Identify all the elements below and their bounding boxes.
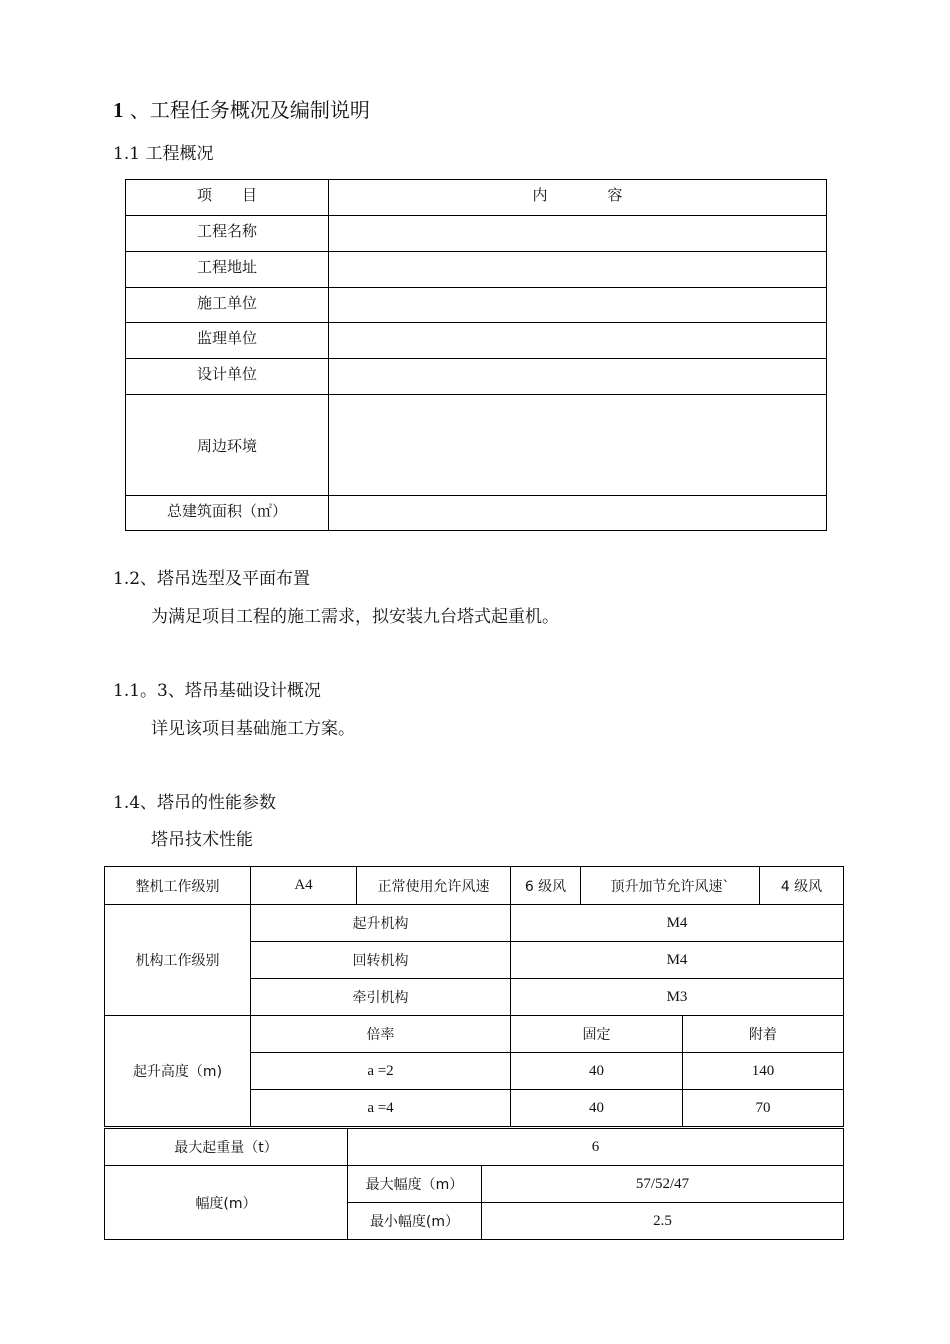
max-load-label: 最大起重量（t）	[105, 1129, 348, 1166]
attached-value: 70	[683, 1090, 844, 1127]
row-label-supervision-unit: 监理单位	[126, 323, 329, 359]
crane-load-amplitude-table	[104, 1128, 844, 1240]
row-value-supervision-unit	[329, 323, 827, 359]
row-value-project-name	[329, 216, 827, 252]
heading-number: 1	[113, 98, 124, 122]
lift-height-label: 起升高度（m)	[105, 1016, 251, 1127]
project-overview-table	[125, 179, 827, 531]
ratio-value: a =4	[251, 1090, 511, 1127]
crane-performance-table	[104, 866, 844, 1127]
jacking-wind-label: 顶升加节允许风速`	[581, 867, 760, 905]
normal-wind-label: 正常使用允许风速	[357, 867, 511, 905]
slewing-mechanism-value: M4	[511, 942, 844, 979]
row-value-surroundings	[329, 395, 827, 496]
row-label-project-name: 工程名称	[126, 216, 329, 252]
max-amplitude-label: 最大幅度（m）	[348, 1166, 482, 1203]
document-heading	[113, 96, 370, 124]
attached-value: 140	[683, 1053, 844, 1090]
slewing-mechanism-label: 回转机构	[251, 942, 511, 979]
min-amplitude-label: 最小幅度(m）	[348, 1203, 482, 1240]
hoist-mechanism-label: 起升机构	[251, 905, 511, 942]
fixed-header: 固定	[511, 1016, 683, 1053]
min-amplitude-value: 2.5	[482, 1203, 844, 1240]
mechanism-class-label: 机构工作级别	[105, 905, 251, 1016]
jacking-wind-value: 4 级风	[760, 867, 844, 905]
row-label-construction-unit: 施工单位	[126, 288, 329, 323]
hoist-mechanism-value: M4	[511, 905, 844, 942]
fixed-value: 40	[511, 1053, 683, 1090]
section-1-2-heading: 1.2、塔吊选型及平面布置	[113, 569, 311, 589]
header-content: 内 容	[329, 180, 827, 216]
section-1-4-heading: 1.4、塔吊的性能参数	[113, 793, 277, 813]
row-label-design-unit: 设计单位	[126, 359, 329, 395]
max-load-value: 6	[348, 1129, 844, 1166]
row-label-total-area: 总建筑面积（㎡）	[126, 496, 329, 531]
section-1-3-body: 详见该项目基础施工方案。	[151, 719, 355, 739]
overall-class-value: A4	[251, 867, 357, 905]
row-value-total-area	[329, 496, 827, 531]
attached-header: 附着	[683, 1016, 844, 1053]
fixed-value: 40	[511, 1090, 683, 1127]
overall-class-label: 整机工作级别	[105, 867, 251, 905]
ratio-header: 倍率	[251, 1016, 511, 1053]
ratio-value: a =2	[251, 1053, 511, 1090]
amplitude-label: 幅度(m）	[105, 1166, 348, 1240]
normal-wind-value: 6 级风	[511, 867, 581, 905]
section-1-2-body: 为满足项目工程的施工需求，拟安装九台塔式起重机。	[151, 607, 559, 627]
row-value-construction-unit	[329, 288, 827, 323]
max-amplitude-value: 57/52/47	[482, 1166, 844, 1203]
section-1-3-heading: 1.1。3、塔吊基础设计概况	[113, 681, 321, 701]
row-label-surroundings: 周边环境	[126, 395, 329, 496]
row-label-project-address: 工程地址	[126, 252, 329, 288]
trolley-mechanism-label: 牵引机构	[251, 979, 511, 1016]
row-value-project-address	[329, 252, 827, 288]
header-item: 项 目	[126, 180, 329, 216]
row-value-design-unit	[329, 359, 827, 395]
trolley-mechanism-value: M3	[511, 979, 844, 1016]
section-1-1-heading: 1.1 工程概况	[113, 144, 214, 164]
heading-text: 、工程任务概况及编制说明	[123, 98, 370, 122]
section-1-4-subheading: 塔吊技术性能	[151, 830, 253, 850]
